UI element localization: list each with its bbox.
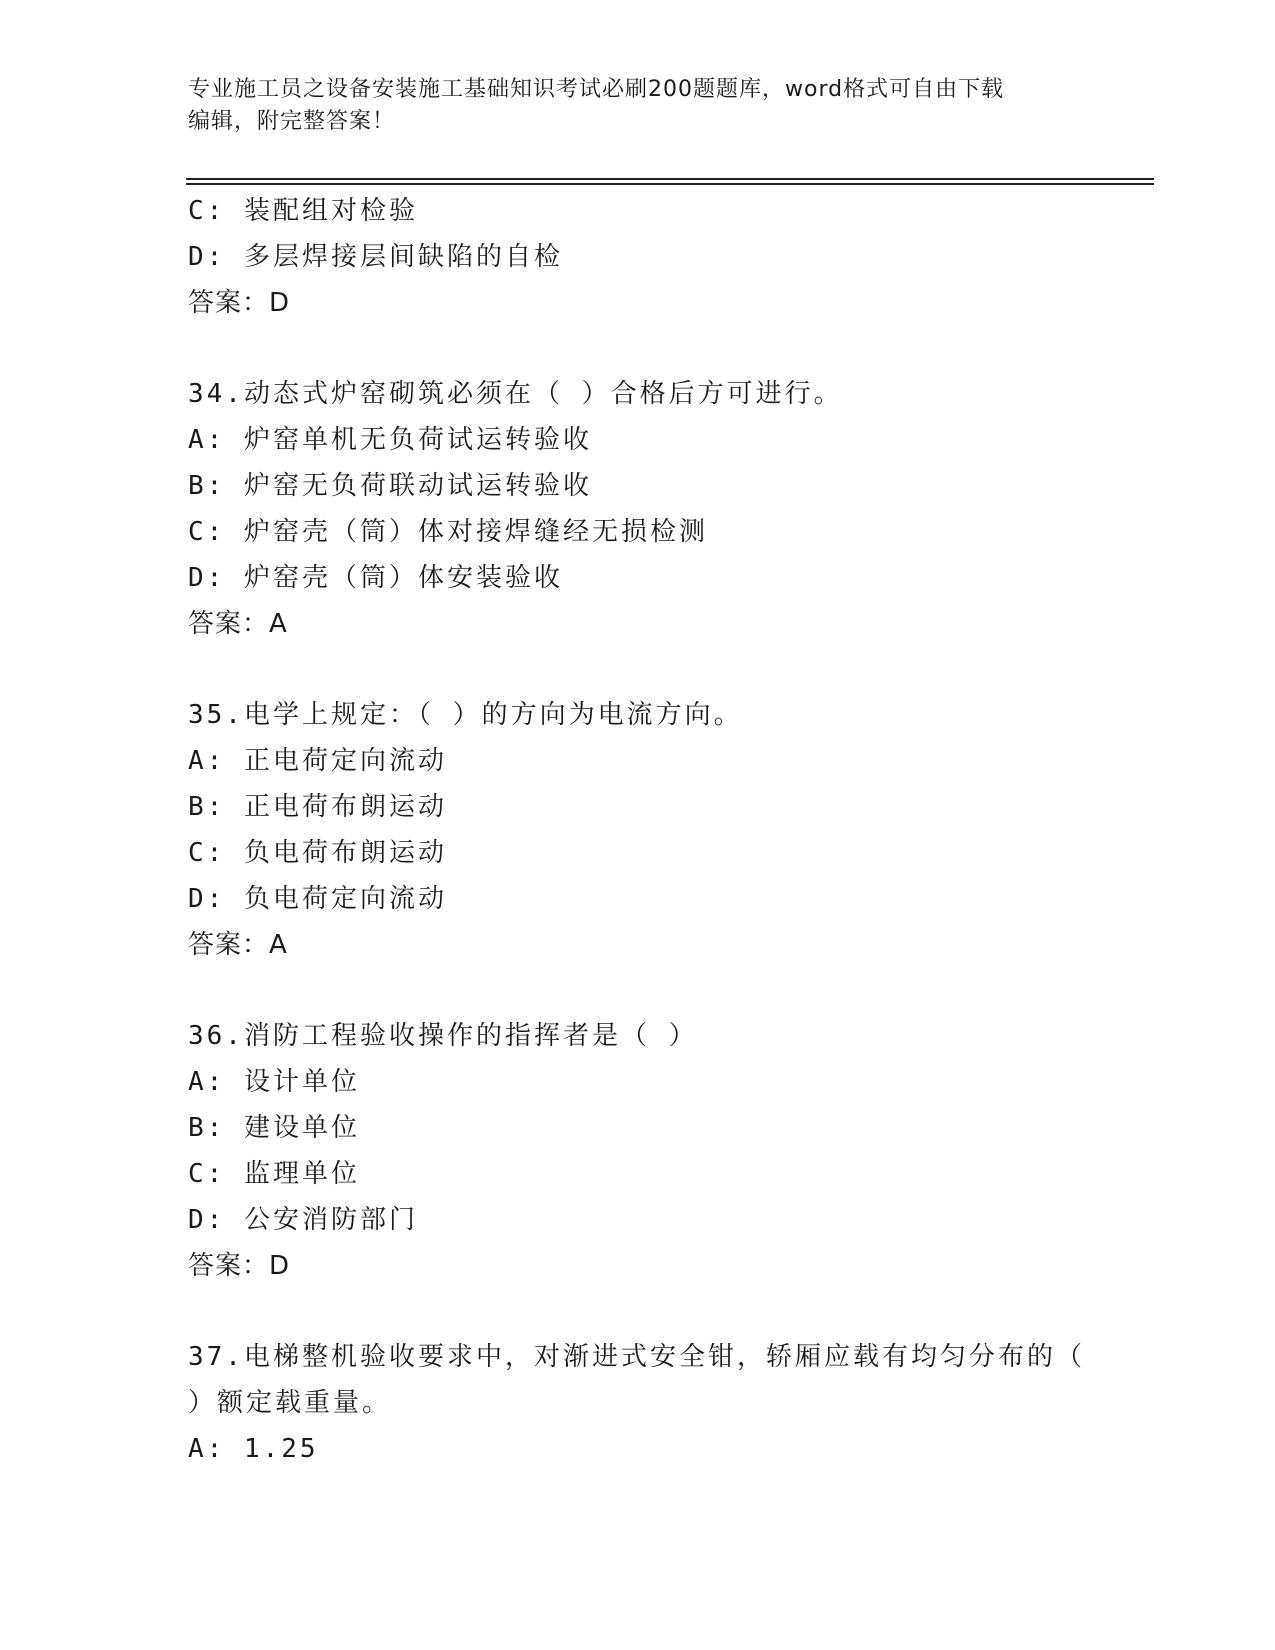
question-stem-line-2: ）额定载重量。 [188,1388,392,1418]
answer-line: 答案：A [188,930,288,960]
spacer [188,968,1068,1013]
question-stem: 34.动态式炉窑砌筑必须在（ ）合格后方可进行。 [188,379,843,409]
header-divider-top [186,178,1154,180]
question-33-continued [188,188,1068,326]
option-b: B: 建设单位 [188,1113,360,1143]
question-stem: 35.电学上规定：（ ）的方向为电流方向。 [188,700,743,730]
question-36 [188,1013,1068,1289]
question-stem: 36.消防工程验收操作的指挥者是（ ） [188,1021,698,1051]
spacer [188,1289,1068,1334]
option-c: C: 监理单位 [188,1159,360,1189]
option-a: A: 炉窑单机无负荷试运转验收 [188,425,592,455]
option-a: A: 设计单位 [188,1067,360,1097]
question-37 [188,1334,1085,1472]
spacer [188,647,1068,692]
question-list [188,188,1085,1472]
spacer [188,326,1068,371]
option-d: D: 炉窑壳（筒）体安装验收 [188,563,563,593]
option-b: B: 正电荷布朗运动 [188,792,447,822]
document-header [188,74,1088,138]
answer-line: 答案：D [188,1251,291,1281]
option-d: D: 多层焊接层间缺陷的自检 [188,242,563,272]
header-title-line-1: 专业施工员之设备安装施工基础知识考试必刷200题题库，word格式可自由下载 [188,77,1005,102]
option-c: C: 炉窑壳（筒）体对接焊缝经无损检测 [188,517,708,547]
option-a: A: 正电荷定向流动 [188,746,447,776]
option-d: D: 公安消防部门 [188,1205,418,1235]
option-b: B: 炉窑无负荷联动试运转验收 [188,471,592,501]
question-34 [188,371,1068,647]
option-c: C: 负电荷布朗运动 [188,838,447,868]
question-35 [188,692,1068,968]
answer-line: 答案：D [188,288,291,318]
option-c: C: 装配组对检验 [188,196,418,226]
option-a: A: 1.25 [188,1434,319,1464]
answer-line: 答案：A [188,609,288,639]
header-title-line-2: 编辑，附完整答案！ [188,109,396,134]
header-divider-bottom [186,183,1154,185]
question-stem-line-1: 37.电梯整机验收要求中，对渐进式安全钳，轿厢应载有均匀分布的（ [188,1342,1085,1372]
option-d: D: 负电荷定向流动 [188,884,447,914]
